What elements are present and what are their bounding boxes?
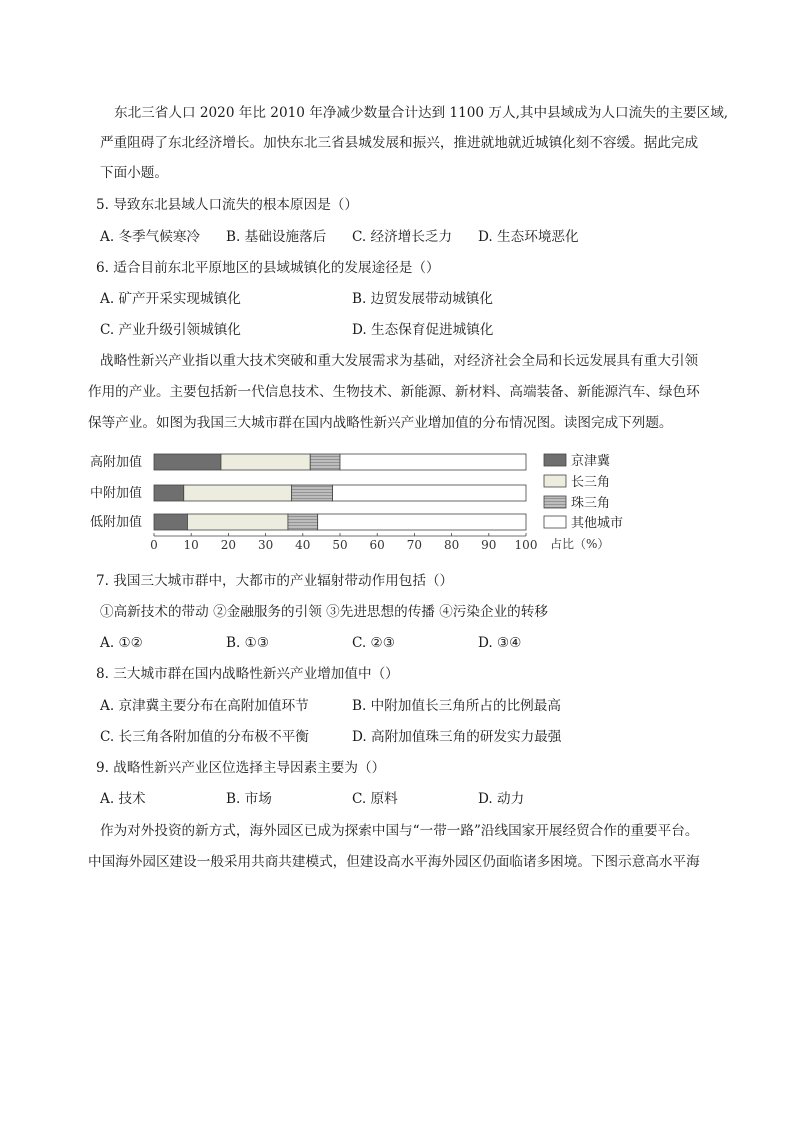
chart-legend-swatch [544,516,566,528]
question-7-option-c[interactable]: C. ②③ [352,635,395,651]
chart-bar-segment [221,454,310,470]
question-7-items: ①高新技术的带动 ②金融服务的引领 ③先进思想的传播 ④污染企业的转移 [100,604,548,620]
chart-legend-label: 其他城市 [571,516,624,531]
chart-category-label: 低附加值 [90,515,143,530]
question-5-option-c[interactable]: C. 经济增长乏力 [352,229,453,245]
question-5-stem: 5. 导致东北县域人口流失的根本原因是（） [96,197,358,213]
passage3-line2: 中国海外园区建设一般采用共商共建模式，但建设高水平海外园区仍面临诸多困境。下图示意高水平海 [88,854,700,870]
chart-svg [88,449,648,559]
question-5-option-a[interactable]: A. 冬季气候寒冷 [100,229,201,245]
question-9-option-c[interactable]: C. 原料 [352,791,398,807]
chart-x-tick-label: 50 [332,538,348,552]
question-6-option-d[interactable]: D. 生态保育促进城镇化 [352,322,494,338]
chart-bar-segment [318,514,526,530]
question-7-option-b[interactable]: B. ①③ [226,635,270,651]
question-5-option-d[interactable]: D. 生态环境恶化 [478,229,579,245]
question-8-stem: 8. 三大城市群在国内战略性新兴产业增加值中（） [96,666,399,682]
question-6-option-b[interactable]: B. 边贸发展带动城镇化 [352,291,493,307]
chart-legend-swatch [544,496,566,508]
passage1-line1: 东北三省人口 2020 年比 2010 年净减少数量合计达到 1100 万人,其中县域成为人口流失的主要区域, [114,105,729,121]
chart-bar-segment [292,485,333,501]
question-8-option-b[interactable]: B. 中附加值长三角所占的比例最高 [352,698,561,714]
chart-bar-segment [333,485,526,501]
chart-bar-segment [340,454,526,470]
passage3-line1: 作为对外投资的新方式，海外园区已成为探索中国与“一带一路”沿线国家开展经贸合作的重要平台。 [100,823,699,839]
chart-x-axis-label: 占比（%） [550,537,610,551]
passage2-line3: 保等产业。如图为我国三大城市群在国内战略性新兴产业增加值的分布情况图。读图完成下列题。 [88,415,673,431]
chart-legend-label: 京津冀 [571,454,611,469]
question-5-option-b[interactable]: B. 基础设施落后 [226,229,327,245]
chart-bar-segment [154,485,184,501]
stacked-bar-chart [88,449,648,559]
question-9-stem: 9. 战略性新兴产业区位选择主导因素主要为（） [96,760,386,776]
chart-bar-segment [154,514,187,530]
chart-x-tick-label: 0 [150,538,158,552]
question-9-option-b[interactable]: B. 市场 [226,791,272,807]
passage1-line3: 下面小题。 [100,165,168,181]
chart-x-tick-label: 20 [220,538,237,552]
chart-category-label: 高附加值 [90,455,143,470]
chart-x-tick-label: 100 [514,538,538,552]
chart-x-tick-label: 60 [369,538,385,552]
chart-x-tick-label: 70 [406,538,423,552]
passage1-line2: 严重阻碍了东北经济增长。加快东北三省县城发展和振兴，推进就地就近城镇化刻不容缓。据此完成 [100,135,699,151]
question-8-option-c[interactable]: C. 长三角各附加值的分布极不平衡 [100,729,309,745]
chart-bar-segment [187,514,287,530]
question-9-option-d[interactable]: D. 动力 [478,791,525,807]
chart-x-tick-label: 40 [295,538,311,552]
question-7-option-a[interactable]: A. ①② [100,635,143,651]
question-6-stem: 6. 适合目前东北平原地区的县域城镇化的发展途径是（） [96,260,440,276]
chart-bar-segment [184,485,292,501]
passage2-line2: 作用的产业。主要包括新一代信息技术、生物技术、新能源、新材料、高端装备、新能源汽车、绿色环 [88,384,700,400]
question-9-option-a[interactable]: A. 技术 [100,791,146,807]
question-6-option-a[interactable]: A. 矿产开采实现城镇化 [100,291,241,307]
question-7-option-d[interactable]: D. ③④ [478,635,522,651]
chart-legend-label: 珠三角 [571,496,611,511]
chart-bar-segment [288,514,318,530]
chart-bar-segment [154,454,221,470]
question-6-option-c[interactable]: C. 产业升级引领城镇化 [100,322,241,338]
question-7-stem: 7. 我国三大城市群中，大都市的产业辐射带动作用包括（） [96,573,454,589]
chart-category-label: 中附加值 [90,486,143,501]
question-8-option-d[interactable]: D. 高附加值珠三角的研发实力最强 [352,729,562,745]
question-8-option-a[interactable]: A. 京津冀主要分布在高附加值环节 [100,698,309,714]
chart-x-tick-label: 80 [443,538,460,552]
chart-x-tick-label: 30 [257,538,274,552]
chart-legend-label: 长三角 [571,475,611,490]
chart-x-tick-label: 90 [481,538,497,552]
chart-x-tick-label: 10 [183,538,199,552]
chart-bar-segment [310,454,340,470]
passage2-line1: 战略性新兴产业指以重大技术突破和重大发展需求为基础，对经济社会全局和长远发展具有重大引领 [100,353,699,369]
chart-legend-swatch [544,475,566,487]
chart-legend-swatch [544,454,566,466]
